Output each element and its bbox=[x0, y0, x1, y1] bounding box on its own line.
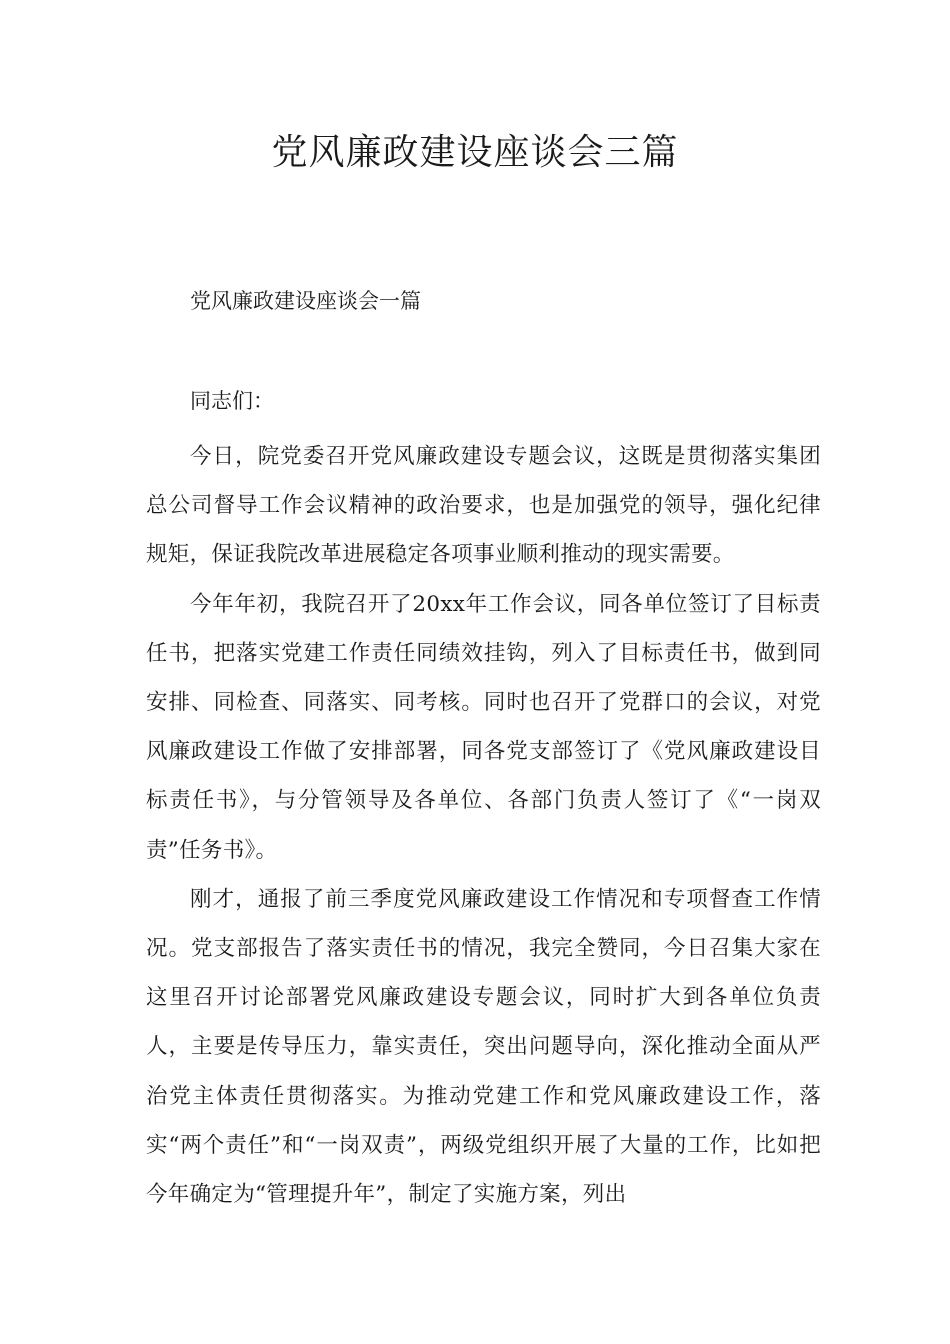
paragraph-2: 今年年初，我院召开了20xx年工作会议，同各单位签订了目标责任书，把落实党建工作责任同绩效挂钩，列入了目标责任书，做到同安排、同检查、同落实、同考核。同时也召开了党群口的会议，对党风廉政建设工作做了安排部署，同各党支部签订了《党风廉政建设目标责任书》，与分管领导及各单位、各部门负责人签订了《“一岗双责”任务书》。 bbox=[146, 591, 821, 863]
body-text bbox=[146, 432, 821, 1219]
salutation: 同志们： bbox=[190, 389, 274, 413]
section-subtitle: 党风廉政建设座谈会一篇 bbox=[190, 289, 421, 313]
paragraph-3: 刚才，通报了前三季度党风廉政建设工作情况和专项督查工作情况。党支部报告了落实责任书的情况，我完全赞同，今日召集大家在这里召开讨论部署党风廉政建设专题会议，同时扩大到各单位负责人，主要是传导压力，靠实责任，突出问题导向，深化推动全面从严治党主体责任贯彻落实。为推动党建工作和党风廉政建设工作，落实“两个责任”和“一岗双责”，两级党组织开展了大量的工作，比如把今年确定为“管理提升年”，制定了实施方案，列出 bbox=[146, 886, 821, 1208]
paragraph-1: 今日，院党委召开党风廉政建设专题会议，这既是贯彻落实集团总公司督导工作会议精神的政治要求，也是加强党的领导，强化纪律规矩，保证我院改革进展稳定各项事业顺利推动的现实需要。 bbox=[146, 444, 821, 568]
document-title: 党风廉政建设座谈会三篇 bbox=[271, 132, 679, 173]
